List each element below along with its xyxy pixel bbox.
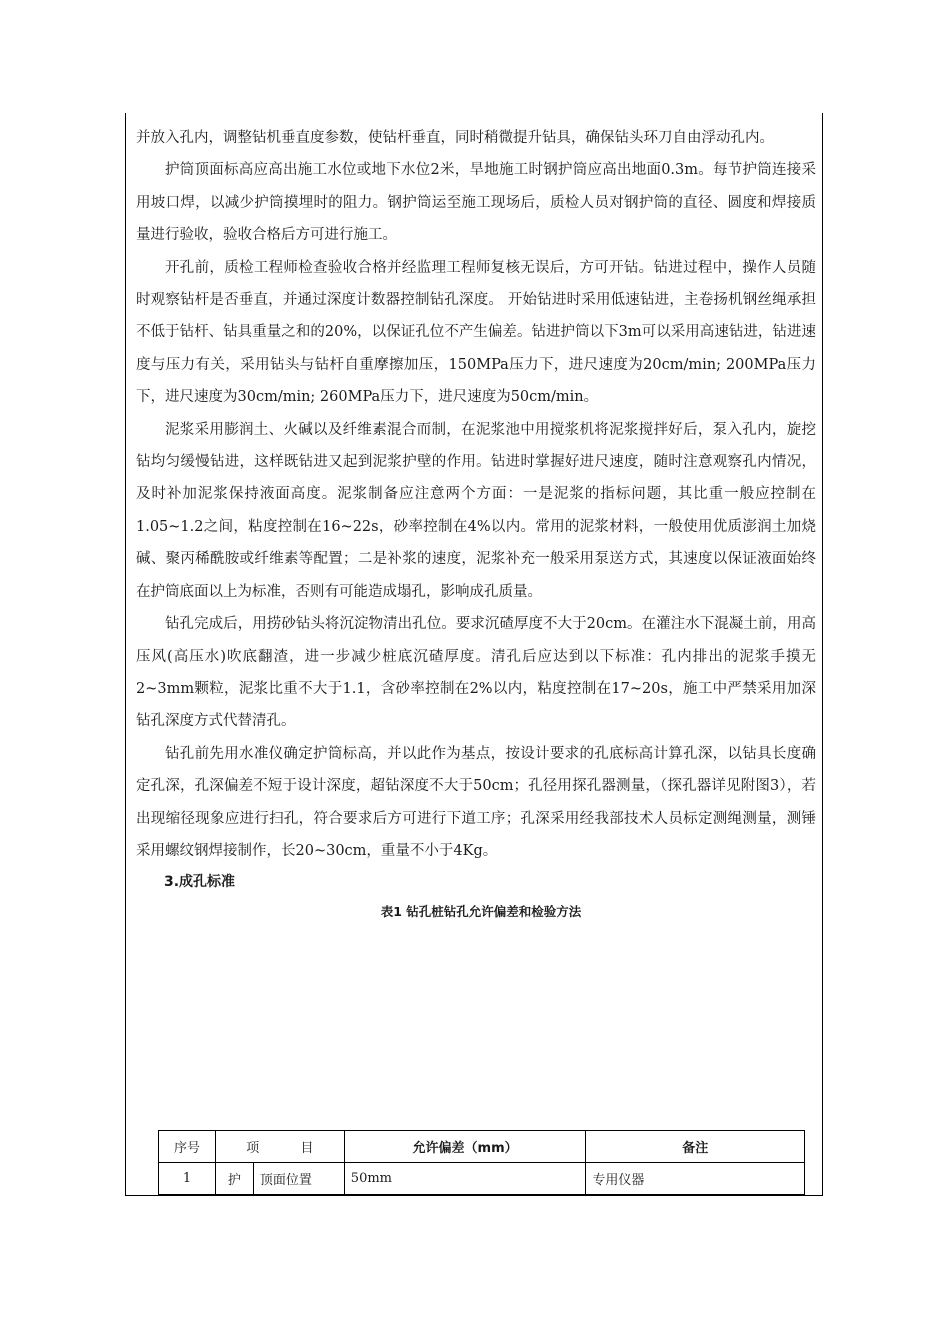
table-row bbox=[159, 1163, 805, 1195]
header-tolerance: 允许偏差（mm） bbox=[344, 1131, 586, 1163]
paragraph-4: 泥浆采用膨润土、火碱以及纤维素混合而制，在泥浆池中用搅浆机将泥浆搅拌好后，泵入孔内，旋挖钻均匀缓慢钻进，这样既钻进又起到泥浆护壁的作用。钻进时掌握好进尺速度，随时注意观察孔内情况，及时补加泥浆保持液面高度。泥浆制备应注意两个方面：一是泥浆的指标问题，其比重一般应控制在1.05~1.2之间，粘度控制在16~22s，砂率控制在4%以内。常用的泥浆材料，一般使用优质澎润土加烧碱、聚丙稀酰胺或纤维素等配置；二是补浆的速度，泥浆补充一般采用泵送方式，其速度以保证液面始终在护筒底面以上为标准，否则有可能造成塌孔，影响成孔质量。 bbox=[136, 421, 816, 600]
paragraph-2: 护筒顶面标高应高出施工水位或地下水位2米，旱地施工时钢护筒应高出地面0.3m。每节护筒连接采用坡口焊，以减少护筒摸埋时的阻力。钢护筒运至施工现场后，质检人员对钢护筒的直径、圆度和焊接质量进行验收，验收合格后方可进行施工。 bbox=[136, 162, 816, 244]
section-heading: 3.成孔标准 bbox=[164, 874, 236, 891]
header-no: 序号 bbox=[159, 1131, 216, 1163]
table-caption: 表1 钻孔桩钻孔允许偏差和检验方法 bbox=[380, 904, 582, 920]
header-item: 项 目 bbox=[215, 1131, 344, 1163]
paragraph-5: 钻孔完成后，用捞砂钻头将沉淀物清出孔位。要求沉碴厚度不大于20cm。在灌注水下混凝土前，用高压风(高压水)吹底翻渣，进一步减少桩底沉碴厚度。清孔后应达到以下标准：孔内排出的泥浆手摸无2~3mm颗粒，泥浆比重不大于1.1，含砂率控制在2%以内，粘度控制在17~20s，施工中严禁采用加深钻孔深度方式代替清孔。 bbox=[136, 616, 816, 730]
cell-no: 1 bbox=[159, 1163, 216, 1195]
header-remark: 备注 bbox=[586, 1131, 805, 1163]
paragraph-3: 开孔前，质检工程师检查验收合格并经监理工程师复核无误后，方可开钻。钻进过程中，操作人员随时观察钻杆是否垂直，并通过深度计数器控制钻孔深度。 开始钻进时采用低速钻进，主卷扬机钢丝绳承担不低于钻杆、钻具重量之和的20%，以保证孔位不产生偏差。钻进护筒以下3m可以采用高速钻进，钻进速度与压力有关，采用钻头与钻杆自重摩擦加压，150MPa压力下，进尺速度为20cm/min; 200MPa压力下，进尺速度为30cm/min; 260MPa压力下，进尺速度为50cm/min。 bbox=[136, 259, 817, 406]
paragraph-6: 钻孔前先用水准仪确定护筒标高，并以此作为基点，按设计要求的孔底标高计算孔深，以钻具长度确定孔深，孔深偏差不短于设计深度，超钻深度不大于50cm；孔径用探孔器测量，（探孔器详见附图3），若出现缩径现象应进行扫孔，符合要求后方可进行下道工序；孔深采用经我部技术人员标定测绳测量，测锤采用螺纹钢焊接制作，长20~30cm，重量不小于4Kg。 bbox=[136, 745, 816, 859]
cell-item: 顶面位置 bbox=[253, 1163, 344, 1195]
document-body bbox=[136, 122, 816, 923]
cell-remark: 专用仪器 bbox=[586, 1163, 805, 1195]
cell-category: 护 bbox=[215, 1163, 253, 1195]
tolerance-table bbox=[158, 1130, 805, 1195]
paragraph-1: 并放入孔内，调整钻机垂直度参数，使钻杆垂直，同时稍微提升钻具，确保钻头环刀自由浮动孔内。 bbox=[136, 130, 774, 146]
cell-tolerance: 50mm bbox=[344, 1163, 586, 1195]
table-header-row bbox=[159, 1131, 805, 1163]
